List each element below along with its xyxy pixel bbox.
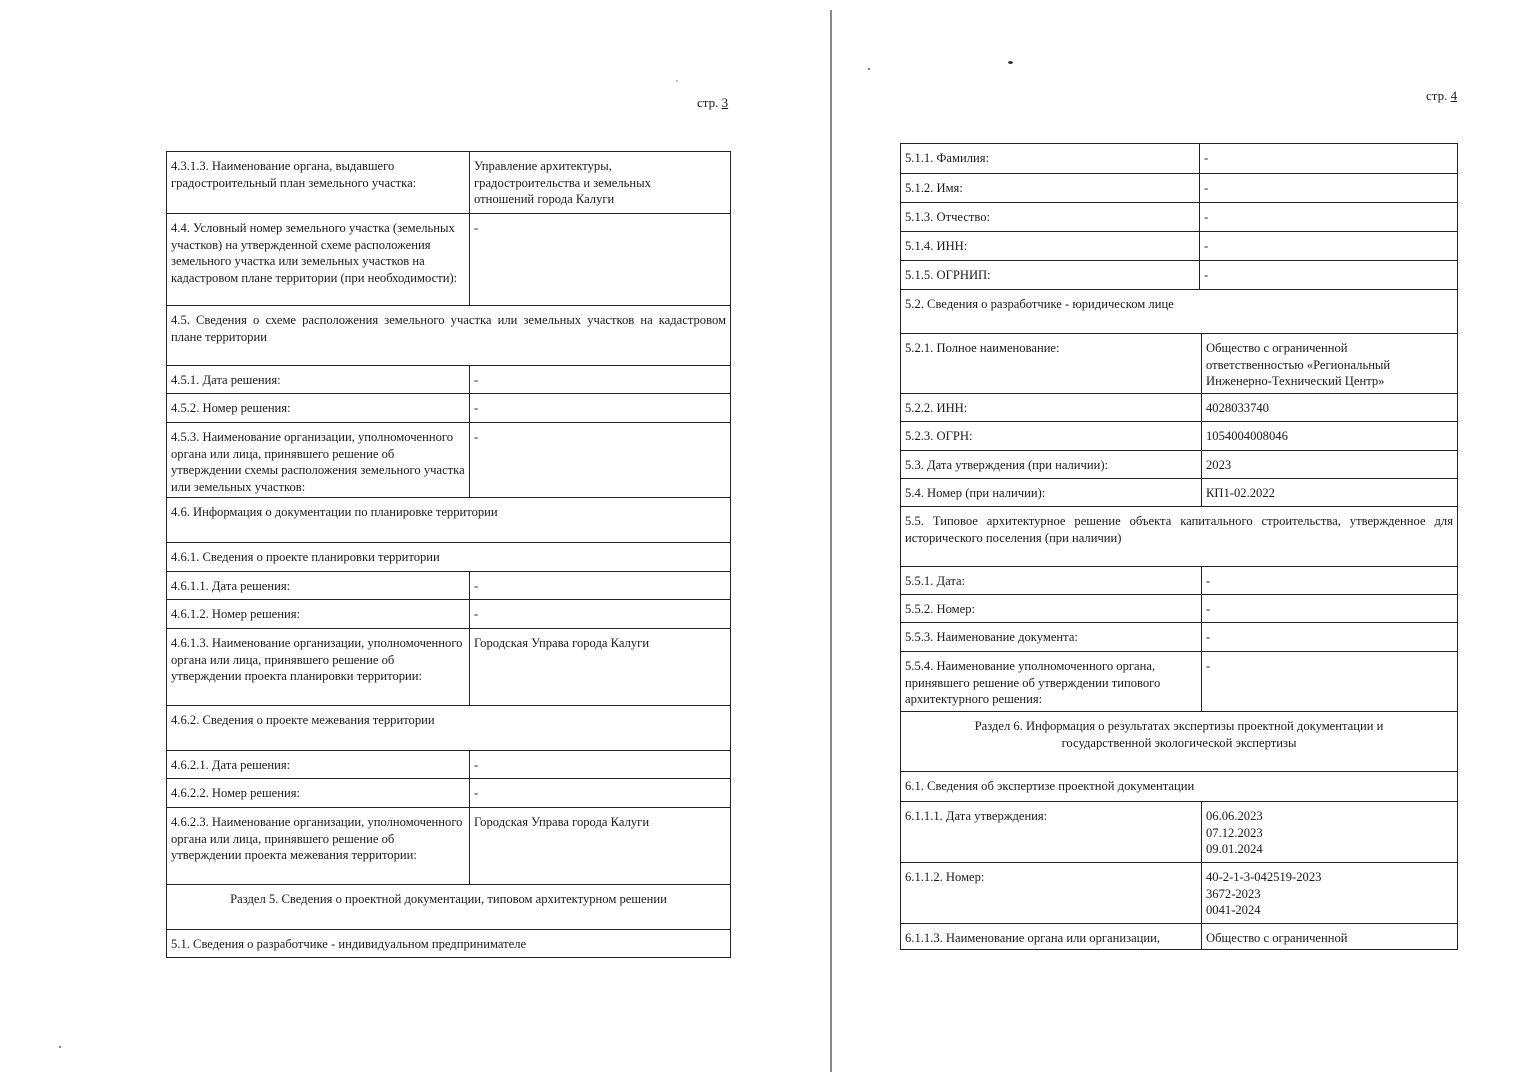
- section-heading: 4.6. Информация о документации по планировке территории: [171, 505, 498, 519]
- row-value: -: [1201, 652, 1457, 711]
- row-value: 40-2-1-3-042519-2023 3672-2023 0041-2024: [1201, 863, 1457, 923]
- table-row: [167, 778, 730, 807]
- row-label: 5.1.3. Отчество:: [905, 210, 991, 224]
- row-value: Городская Управа города Калуги: [469, 629, 730, 705]
- table-row: [901, 622, 1457, 651]
- row-value: -: [469, 600, 730, 628]
- row-label: 5.3. Дата утверждения (при наличии):: [905, 458, 1109, 472]
- page-number: стр. 4: [1426, 88, 1458, 103]
- section-heading: 5.5. Типовое архитектурное решение объекта капитального строительства, утвержденное для исторического поселения (при наличии): [905, 514, 1453, 545]
- row-label: 5.5.2. Номер:: [905, 602, 975, 616]
- section-heading: 6.1. Сведения об экспертизе проектной документации: [905, 779, 1195, 793]
- table-row: [901, 566, 1457, 594]
- table-row: [901, 260, 1457, 289]
- row-label: 4.6.2.1. Дата решения:: [171, 758, 291, 772]
- row-label: 4.6.2.3. Наименование организации, уполномоченного органа или лица, принявшего решение об утверждении проекта межевания территории:: [171, 815, 463, 862]
- row-value: -: [1199, 144, 1457, 173]
- table-row: [167, 929, 730, 957]
- row-value: -: [1201, 623, 1457, 651]
- section-heading: 5.1. Сведения о разработчике - индивидуальном предпринимателе: [171, 937, 527, 951]
- row-value: Общество с ограниченной ответственностью «Региональный Инженерно-Технический Центр»: [1201, 334, 1457, 393]
- table-row: [901, 478, 1457, 506]
- table-row: [167, 571, 730, 599]
- row-label: 6.1.1.1. Дата утверждения:: [905, 809, 1048, 823]
- row-label: 4.3.1.3. Наименование органа, выдавшего градостроительный план земельного участка:: [171, 159, 417, 190]
- row-value: Общество с ограниченной: [1201, 924, 1457, 949]
- row-value: 2023: [1201, 451, 1457, 478]
- table-row: [167, 393, 730, 422]
- table-row: [901, 711, 1457, 771]
- right-page: [836, 0, 1528, 1080]
- table-row: [167, 542, 730, 571]
- scan-speck: [1008, 61, 1013, 64]
- row-label: 5.5.1. Дата:: [905, 574, 966, 588]
- table-row: [901, 506, 1457, 566]
- row-label: 4.5.3. Наименование организации, уполномоченного органа или лица, принявшего решение об утверждении схемы расположения земельного участка или земельных участков:: [171, 430, 465, 494]
- table-row: [167, 750, 730, 778]
- row-value: 4028033740: [1201, 394, 1457, 421]
- row-value: -: [1199, 203, 1457, 231]
- row-label: 4.4. Условный номер земельного участка (земельных участков) на утвержденной схеме расположения земельного участка или земельных участков на кадастровом плане территории (при необходимости):: [171, 221, 458, 285]
- row-label: 5.1.2. Имя:: [905, 181, 963, 195]
- row-value: -: [1199, 174, 1457, 202]
- table-row: [167, 213, 730, 305]
- row-value: Городская Управа города Калуги: [469, 808, 730, 884]
- table-row: [901, 173, 1457, 202]
- row-label: 6.1.1.3. Наименование органа или организации,: [905, 931, 1161, 945]
- scan-speck: [59, 1046, 61, 1048]
- section-title: Раздел 6. Информация о результатах экспертизы проектной документации и государственной экологической экспертизы: [974, 719, 1384, 750]
- row-label: 5.2.1. Полное наименование:: [905, 341, 1060, 355]
- table-row: [167, 884, 730, 929]
- table-row: [901, 450, 1457, 478]
- row-value: -: [1199, 232, 1457, 260]
- table-row: [901, 333, 1457, 393]
- row-label: 4.5.2. Номер решения:: [171, 401, 291, 415]
- page-divider: [830, 10, 832, 1072]
- row-value: -: [469, 394, 730, 422]
- section-heading: 5.2. Сведения о разработчике - юридическом лице: [905, 297, 1174, 311]
- row-label: 4.5.1. Дата решения:: [171, 373, 281, 387]
- row-label: 5.1.5. ОГРНИП:: [905, 268, 991, 282]
- table-row: [167, 365, 730, 393]
- row-label: 5.1.4. ИНН:: [905, 239, 968, 253]
- row-label: 5.4. Номер (при наличии):: [905, 486, 1046, 500]
- table-row: [167, 497, 730, 542]
- scan-speck: [676, 80, 678, 82]
- table-row: [167, 152, 730, 213]
- table-row: [901, 231, 1457, 260]
- section-title: Раздел 5. Сведения о проектной документации, типовом архитектурном решении: [230, 892, 667, 906]
- table-row: [901, 144, 1457, 173]
- row-label: 4.6.2.2. Номер решения:: [171, 786, 301, 800]
- table-row: [901, 421, 1457, 450]
- row-label: 6.1.1.2. Номер:: [905, 870, 985, 884]
- table-row: [167, 599, 730, 628]
- row-value: -: [469, 214, 730, 305]
- table-row: [901, 594, 1457, 622]
- row-value: Управление архитектуры, градостроительства и земельных отношений города Калуги: [469, 152, 730, 213]
- row-value: 1054004008046: [1201, 422, 1457, 450]
- row-value: -: [1199, 261, 1457, 289]
- row-value: -: [469, 751, 730, 778]
- row-value: -: [469, 366, 730, 393]
- row-label: 5.2.2. ИНН:: [905, 401, 968, 415]
- section-heading: 4.6.2. Сведения о проекте межевания территории: [171, 713, 435, 727]
- section-heading: 4.6.1. Сведения о проекте планировки территории: [171, 550, 440, 564]
- table-row: [901, 771, 1457, 801]
- table-row: [901, 289, 1457, 333]
- row-label: 4.6.1.2. Номер решения:: [171, 607, 301, 621]
- table-row: [901, 801, 1457, 862]
- table-row: [901, 923, 1457, 949]
- row-value: 06.06.2023 07.12.2023 09.01.2024: [1201, 802, 1457, 862]
- table-row: [901, 651, 1457, 711]
- row-label: 4.6.1.3. Наименование организации, уполномоченного органа или лица, принявшего решение об утверждении проекта планировки территории:: [171, 636, 463, 683]
- table-row: [167, 705, 730, 750]
- row-value: -: [469, 779, 730, 807]
- row-value: -: [1201, 567, 1457, 594]
- row-label: 5.1.1. Фамилия:: [905, 151, 990, 165]
- row-label: 5.5.3. Наименование документа:: [905, 630, 1078, 644]
- table-row: [901, 202, 1457, 231]
- right-table: [900, 143, 1458, 950]
- section-heading: 4.5. Сведения о схеме расположения земельного участка или земельных участков на кадастровом плане территории: [171, 313, 726, 344]
- table-row: [901, 393, 1457, 421]
- row-value: КП1-02.2022: [1201, 479, 1457, 506]
- page-number: стр. 3: [697, 95, 729, 110]
- table-row: [167, 628, 730, 705]
- table-row: [167, 305, 730, 365]
- row-value: -: [469, 423, 730, 497]
- table-row: [901, 862, 1457, 923]
- table-row: [167, 422, 730, 497]
- table-row: [167, 807, 730, 884]
- row-label: 4.6.1.1. Дата решения:: [171, 579, 291, 593]
- row-value: -: [469, 572, 730, 599]
- left-table: [166, 151, 731, 958]
- row-value: -: [1201, 595, 1457, 622]
- row-label: 5.5.4. Наименование уполномоченного органа, принявшего решение об утверждении типового архитектурного решения:: [905, 659, 1161, 706]
- scan-speck: [868, 68, 870, 70]
- row-label: 5.2.3. ОГРН:: [905, 429, 973, 443]
